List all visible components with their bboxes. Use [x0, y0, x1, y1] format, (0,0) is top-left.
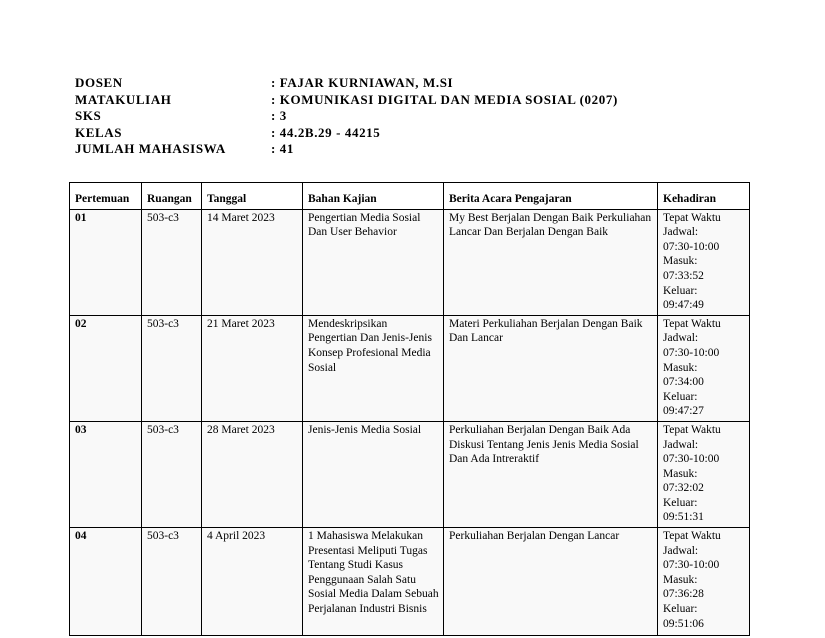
jadwal-value: 07:30-10:00 [663, 559, 720, 572]
table-row [70, 421, 750, 527]
masuk-value: 07:32:02 [663, 482, 704, 495]
cell-bahan-kajian: Pengertian Media Sosial Dan User Behavior [303, 209, 444, 315]
jumlah-label: JUMLAH MAHASISWA [75, 141, 226, 156]
cell-ruangan: 503-c3 [142, 315, 202, 421]
keluar-label: Keluar: [663, 603, 698, 616]
col-header-ruangan: Ruangan [142, 183, 202, 210]
keluar-label: Keluar: [663, 390, 698, 403]
jadwal-value: 07:30-10:00 [663, 240, 720, 253]
jumlah-value: : 41 [271, 141, 294, 156]
status-text: Tepat Waktu [663, 423, 721, 436]
status-text: Tepat Waktu [663, 317, 721, 330]
keluar-value: 09:47:27 [663, 405, 704, 418]
table-row [70, 315, 750, 421]
col-header-kehadiran: Kehadiran [658, 183, 750, 210]
jadwal-value: 07:30-10:00 [663, 346, 720, 359]
sks-value: : 3 [271, 108, 287, 123]
table-row [70, 209, 750, 315]
masuk-label: Masuk: [663, 573, 698, 586]
cell-berita-acara: Materi Perkuliahan Berjalan Dengan Baik Dan Lancar [444, 315, 658, 421]
matakuliah-label: MATAKULIAH [75, 91, 172, 107]
keluar-label: Keluar: [663, 284, 698, 297]
keluar-label: Keluar: [663, 496, 698, 509]
keluar-value: 09:51:06 [663, 617, 704, 630]
table-row [70, 528, 750, 636]
sks-label: SKS [75, 108, 102, 123]
cell-bahan-kajian: Jenis-Jenis Media Sosial [303, 421, 444, 527]
masuk-value: 07:34:00 [663, 376, 704, 389]
cell-berita-acara: My Best Berjalan Dengan Baik Perkuliahan Lancar Dan Berjalan Dengan Baik [444, 209, 658, 315]
cell-tanggal: 28 Maret 2023 [202, 421, 303, 527]
cell-berita-acara: Perkuliahan Berjalan Dengan Baik Ada Diskusi Tentang Jenis Jenis Media Sosial Dan Ada Intreraktif [444, 421, 658, 527]
jadwal-value: 07:30-10:00 [663, 453, 720, 466]
cell-ruangan: 503-c3 [142, 528, 202, 636]
cell-ruangan: 503-c3 [142, 421, 202, 527]
kelas-value: : 44.2B.29 - 44215 [271, 124, 381, 140]
masuk-label: Masuk: [663, 361, 698, 374]
cell-pertemuan: 02 [70, 315, 142, 421]
cell-bahan-kajian: 1 Mahasiswa Melakukan Presentasi Meliputi Tugas Tentang Studi Kasus Penggunaan Salah Satu Sosial Media Dalam Sebuah Perjalanan Industri Bisnis [303, 528, 444, 636]
cell-bahan-kajian: Mendeskripsikan Pengertian Dan Jenis-Jenis Konsep Profesional Media Sosial [303, 315, 444, 421]
cell-kehadiran [658, 421, 750, 527]
cell-pertemuan: 04 [70, 528, 142, 636]
cell-pertemuan: 01 [70, 209, 142, 315]
jadwal-label: Jadwal: [663, 438, 699, 451]
cell-tanggal: 21 Maret 2023 [202, 315, 303, 421]
table-header-row [70, 183, 750, 210]
cell-kehadiran [658, 209, 750, 315]
col-header-berita-acara: Berita Acara Pengajaran [444, 183, 658, 210]
cell-pertemuan: 03 [70, 421, 142, 527]
status-text: Tepat Waktu [663, 211, 721, 224]
cell-ruangan: 503-c3 [142, 209, 202, 315]
cell-tanggal: 14 Maret 2023 [202, 209, 303, 315]
col-header-pertemuan: Pertemuan [70, 183, 142, 210]
masuk-value: 07:36:28 [663, 588, 704, 601]
masuk-label: Masuk: [663, 255, 698, 268]
attendance-table [69, 182, 750, 636]
col-header-tanggal: Tanggal [202, 183, 303, 210]
cell-kehadiran [658, 315, 750, 421]
jadwal-label: Jadwal: [663, 226, 699, 239]
matakuliah-value: : KOMUNIKASI DIGITAL DAN MEDIA SOSIAL (0207) [271, 91, 618, 107]
keluar-value: 09:47:49 [663, 299, 704, 312]
cell-tanggal: 4 April 2023 [202, 528, 303, 636]
cell-kehadiran [658, 528, 750, 636]
jadwal-label: Jadwal: [663, 544, 699, 557]
dosen-value: : FAJAR KURNIAWAN, M.SI [271, 75, 454, 90]
col-header-bahan-kajian: Bahan Kajian [303, 183, 444, 210]
masuk-label: Masuk: [663, 467, 698, 480]
jadwal-label: Jadwal: [663, 332, 699, 345]
cell-berita-acara: Perkuliahan Berjalan Dengan Lancar [444, 528, 658, 636]
dosen-label: DOSEN [75, 75, 123, 90]
kelas-label: KELAS [75, 124, 123, 140]
keluar-value: 09:51:31 [663, 511, 704, 524]
status-text: Tepat Waktu [663, 530, 721, 543]
masuk-value: 07:33:52 [663, 269, 704, 282]
